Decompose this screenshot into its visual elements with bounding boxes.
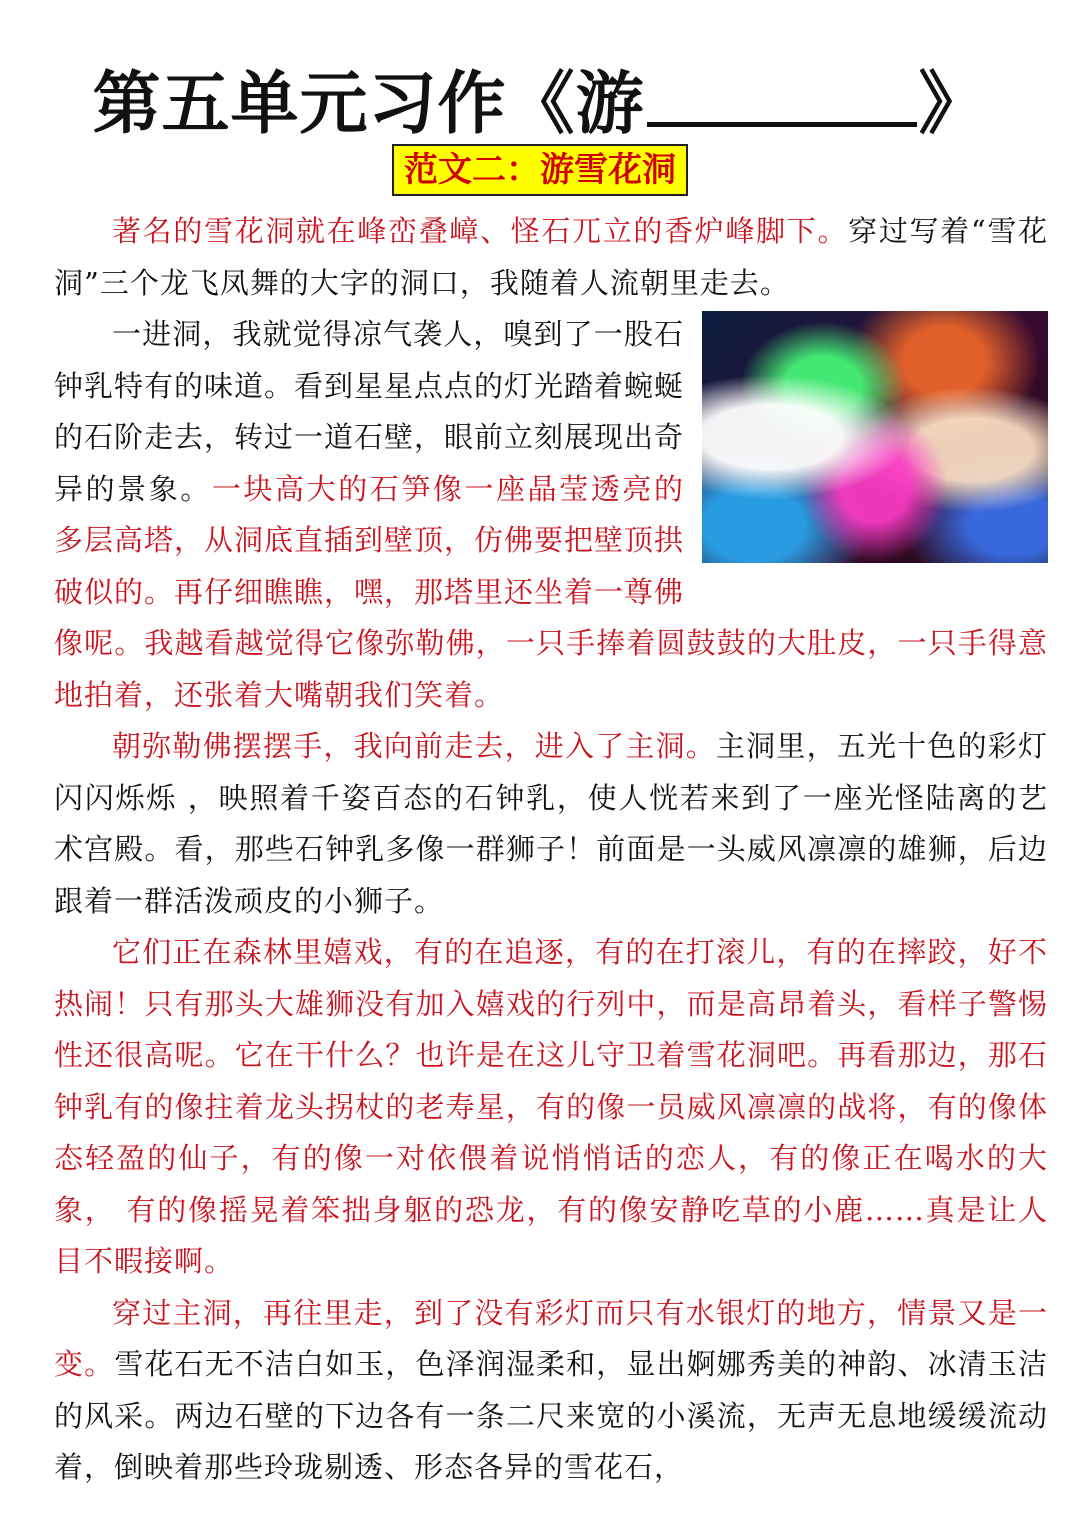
paragraph-5: [54, 1288, 1048, 1494]
title-blank-line: [647, 62, 917, 127]
subtitle-badge: 范文二：游雪花洞: [392, 144, 688, 196]
cave-stalactite-photo: [702, 311, 1048, 563]
paragraph-3-segment-1: 朝弥勒佛摆摆手，我向前走去，进入了主洞。: [112, 729, 716, 763]
paragraph-1-segment-2: 穿过写着“雪花洞”三个龙飞凤舞的大字的洞口，我随着人流朝里走去。: [54, 214, 1048, 300]
paragraph-4: [54, 927, 1048, 1288]
paragraph-3: [54, 721, 1048, 927]
essay-body: [54, 206, 1048, 1494]
paragraph-2-segment-2: 一块高大的石笋像一座晶莹透亮的多层高塔，从洞底直插到壁顶，仿佛要把壁顶拱破似的。再仔细瞧瞧，嘿，那塔里还坐着一尊佛像呢。我越看越觉得它像弥勒佛，一只手捧着圆鼓鼓的大肚皮，一只手得意地拍着，还张着大嘴朝我们笑着。: [54, 471, 1048, 712]
paragraph-2-segment-1: 一进洞，我就觉得凉气袭人，嗅到了一股石钟乳特有的味道。看到星星点点的灯光踏着蜿蜒的石阶走去，转过一道石壁，眼前立刻展现出奇异的景象。: [54, 317, 685, 506]
paragraph-5-segment-1: 穿过主洞，再往里走，到了没有彩灯而只有水银灯的地方，情景又是一变。: [54, 1295, 1048, 1381]
page-title: [0, 62, 1080, 145]
title-suffix: 》: [918, 65, 988, 144]
paragraph-1-segment-1: 著名的雪花洞就在峰峦叠嶂、怪石兀立的香炉峰脚下。: [112, 214, 849, 248]
paragraph-3-segment-2: 主洞里，五光十色的彩灯闪闪烁烁 ，映照着千姿百态的石钟乳，使人恍若来到了一座光怪陆离的艺术宫殿。看，那些石钟乳多像一群狮子！前面是一头威风凛凛的雄狮，后边跟着一群活泼顽皮的小狮子。: [54, 729, 1048, 918]
paragraph-4-segment-1: 它们正在森林里嬉戏，有的在追逐，有的在打滚儿，有的在摔跤，好不热闹！只有那头大雄狮没有加入嬉戏的行列中，而是高昂着头，看样子警惕性还很高呢。它在干什么？也许是在这儿守卫着雪花洞吧。再看那边，那石钟乳有的像拄着龙头拐杖的老寿星，有的像一员威风凛凛的战将，有的像体态轻盈的仙子，有的像一对依偎着说悄悄话的恋人，有的像正在喝水的大象， 有的像摇晃着笨拙身躯的恐龙，有的像安静吃草的小鹿……真是让人目不暇接啊。: [54, 935, 1048, 1278]
paragraph-5-segment-2: 雪花石无不洁白如玉，色泽润湿柔和，显出婀娜秀美的神韵、冰清玉洁的风采。两边石壁的下边各有一条二尺来宽的小溪流，无声无息地缓缓流动着，倒映着那些玲珑剔透、形态各异的雪花石，: [54, 1347, 1048, 1484]
title-prefix: 第五单元习作《游: [92, 65, 645, 144]
paragraph-1: [54, 206, 1048, 309]
